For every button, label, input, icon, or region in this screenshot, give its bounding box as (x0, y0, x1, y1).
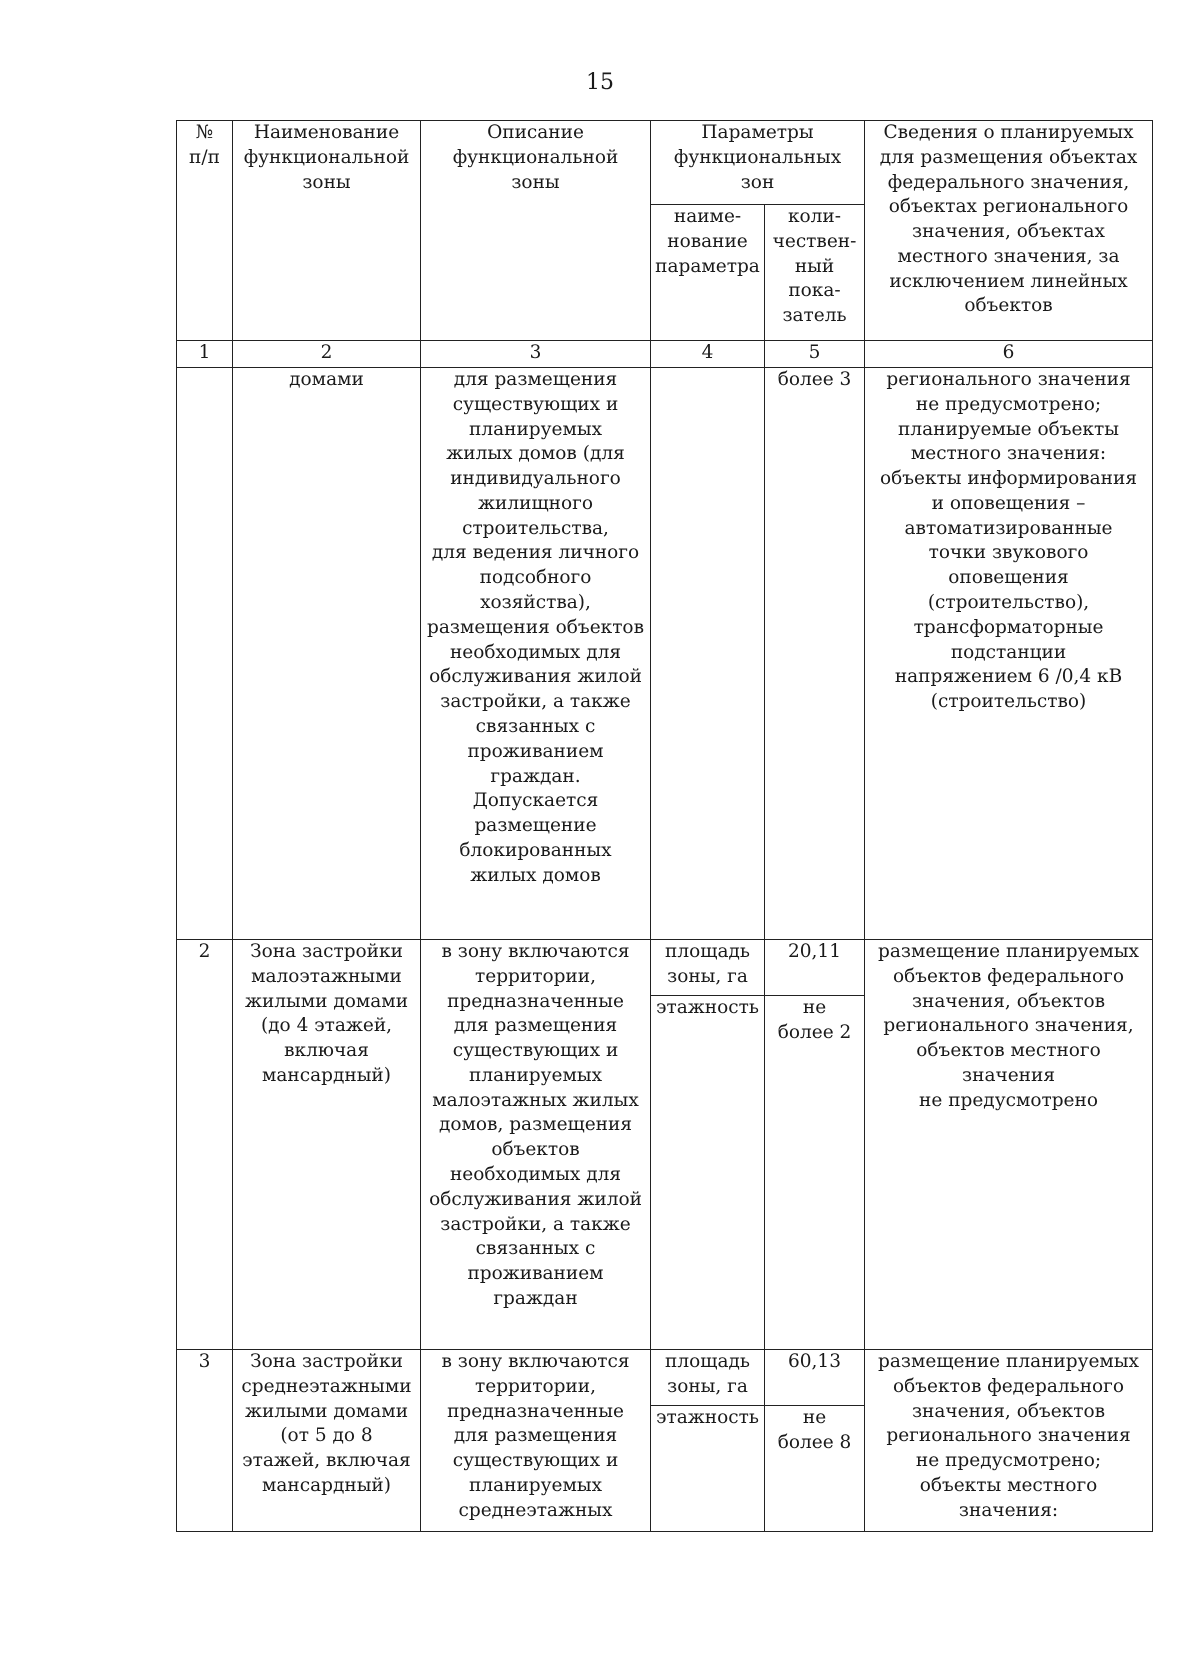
row-num: 2 (177, 940, 233, 1350)
row-objects-info: размещение планируемых объектов федерального значения, объектов регионального значения не предусмотрено; объекты местного значения: (865, 1350, 1153, 1532)
row-floors-value: не более 2 (765, 996, 865, 1350)
table-row (177, 940, 1153, 996)
column-number: 4 (651, 341, 765, 368)
row-area-label: площадь зоны, га (651, 1350, 765, 1406)
page-number: 15 (586, 70, 614, 95)
row-param-value: более 3 (765, 368, 865, 940)
row-zone-name: Зона застройки малоэтажными жилыми домами (до 4 этажей, включая мансардный) (233, 940, 421, 1350)
row-zone-description: для размещения существующих и планируемых жилых домов (для индивидуального жилищного строительства, для ведения личного подсобного хозяйства), размещения объектов необходимых для обслуживания жилой застройки, а также связанных с проживанием граждан. Допускается размещение блокированных жилых домов (421, 368, 651, 940)
row-num: 3 (177, 1350, 233, 1532)
row-area-label: площадь зоны, га (651, 940, 765, 996)
row-num (177, 368, 233, 940)
row-floors-label: этажность (651, 1406, 765, 1532)
row-floors-label: этажность (651, 996, 765, 1350)
header-num: № п/п (177, 121, 233, 341)
row-objects-info: размещение планируемых объектов федерального значения, объектов регионального значения, объектов местного значения не предусмотрено (865, 940, 1153, 1350)
row-area-value: 60,13 (765, 1350, 865, 1406)
column-number: 5 (765, 341, 865, 368)
column-number: 3 (421, 341, 651, 368)
header-param-value: коли- чествен- ный пока- затель (765, 205, 865, 341)
row-area-value: 20,11 (765, 940, 865, 996)
row-floors-value: не более 8 (765, 1406, 865, 1532)
header-zone-name: Наименование функциональной зоны (233, 121, 421, 341)
header-row (177, 121, 1153, 205)
column-number: 6 (865, 341, 1153, 368)
table-row (177, 368, 1153, 940)
column-numbers-row (177, 341, 1153, 368)
header-params-group: Параметры функциональных зон (651, 121, 865, 205)
row-zone-description: в зону включаются территории, предназначенные для размещения существующих и планируемых малоэтажных жилых домов, размещения объектов необходимых для обслуживания жилой застройки, а также связанных с проживанием граждан (421, 940, 651, 1350)
header-objects-info: Сведения о планируемых для размещения объектах федерального значения, объектах регионального значения, объектах местного значения, за исключением линейных объектов (865, 121, 1153, 341)
header-param-name: наиме- нование параметра (651, 205, 765, 341)
row-zone-name: Зона застройки среднеэтажными жилыми домами (от 5 до 8 этажей, включая мансардный) (233, 1350, 421, 1532)
row-param-name (651, 368, 765, 940)
row-objects-info: регионального значения не предусмотрено; планируемые объекты местного значения: объекты информирования и оповещения – автоматизированные точки звукового оповещения (строительство), трансформаторные подстанции напряжением 6 /0,4 кВ (строительство) (865, 368, 1153, 940)
header-zone-description: Описание функциональной зоны (421, 121, 651, 341)
row-zone-name: домами (233, 368, 421, 940)
column-number: 1 (177, 341, 233, 368)
functional-zones-table (176, 120, 1153, 1532)
column-number: 2 (233, 341, 421, 368)
table-row (177, 1350, 1153, 1406)
row-zone-description: в зону включаются территории, предназначенные для размещения существующих и планируемых среднеэтажных (421, 1350, 651, 1532)
